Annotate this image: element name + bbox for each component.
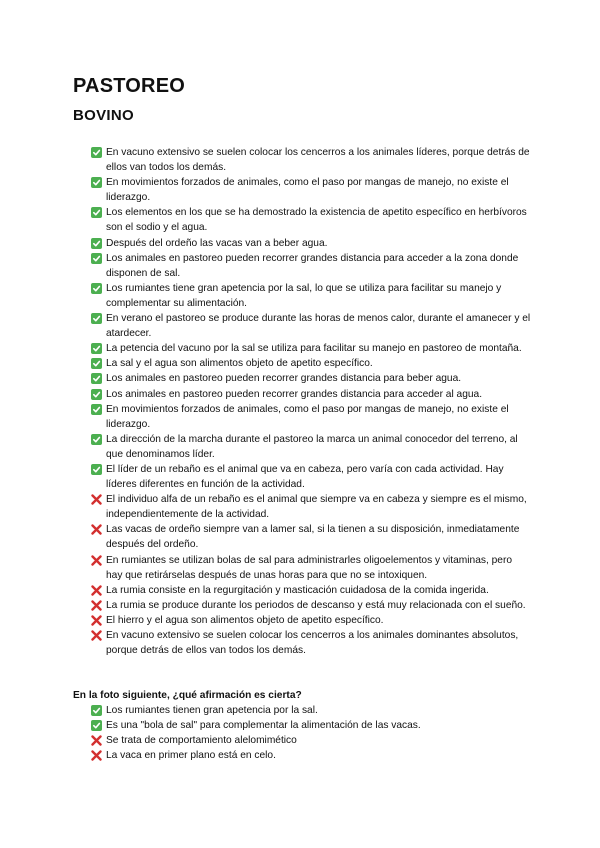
check-mark-icon	[91, 464, 102, 475]
statement-list	[91, 145, 531, 658]
cross-mark-icon	[91, 494, 102, 505]
check-mark-icon	[91, 373, 102, 384]
statement-item	[91, 598, 531, 613]
cross-mark-icon	[91, 524, 102, 535]
statement-item-text: En verano el pastoreo se produce durante las horas de menos calor, durante el amanecer y el atardecer.	[106, 313, 531, 340]
statement-item-text: El líder de un rebaño es el animal que va en cabeza, pero varía con cada actividad. Hay líderes diferentes en función de la actividad.	[106, 463, 504, 491]
statement-item-text: En vacuno extensivo se suelen colocar los cencerros a los animales líderes, porque detrás de ellos van todos los demás.	[106, 147, 530, 174]
answer-item	[91, 718, 531, 733]
answer-item-text: Se trata de comportamiento alelomimético	[106, 735, 297, 747]
check-mark-icon	[91, 253, 102, 264]
statement-item-text: Los animales en pastoreo pueden recorrer grandes distancia para acceder al agua.	[106, 388, 483, 400]
cross-mark-icon	[91, 615, 102, 626]
answer-item-text: Los rumiantes tienen gran apetencia por la sal.	[106, 705, 318, 716]
statement-item-text: En rumiantes se utilizan bolas de sal para administrarles oligoelementos y vitaminas, pero hay que retirárselas después de unas horas para que no se intoxiquen.	[106, 554, 513, 581]
cross-mark-icon	[91, 735, 102, 746]
statement-item	[91, 553, 531, 583]
statement-item	[91, 145, 531, 175]
cross-mark-icon	[91, 555, 102, 566]
answer-item-text: La vaca en primer plano está en celo.	[106, 750, 276, 762]
check-mark-icon	[91, 177, 102, 188]
statement-item-text: Los animales en pastoreo pueden recorrer grandes distancia para beber agua.	[106, 373, 462, 385]
statement-item	[91, 432, 531, 462]
check-mark-icon	[91, 313, 102, 324]
check-mark-icon	[91, 389, 102, 400]
statement-item-text: El hierro y el agua son alimentos objeto de apetito específico.	[106, 614, 384, 626]
statement-item-text: Los rumiantes tiene gran apetencia por la sal, lo que se utiliza para facilitar su manejo y complementar su alimentación.	[106, 282, 502, 309]
statement-item	[91, 522, 531, 552]
statement-item	[91, 205, 531, 235]
cross-mark-icon	[91, 585, 102, 596]
cross-mark-icon	[91, 750, 102, 761]
statement-item	[91, 341, 531, 356]
statement-item-text: La rumia consiste en la regurgitación y masticación cuidadosa de la comida ingerida.	[106, 584, 489, 596]
cross-mark-icon	[91, 630, 102, 641]
check-mark-icon	[91, 283, 102, 294]
answer-item	[91, 748, 531, 763]
statement-item	[91, 371, 531, 386]
check-mark-icon	[91, 358, 102, 369]
check-mark-icon	[91, 404, 102, 415]
section-subtitle: BOVINO	[73, 107, 134, 124]
statement-item-text: La dirección de la marcha durante el pastoreo la marca un animal conocedor del terreno, al que denominamos líder.	[106, 433, 518, 460]
statement-item-text: Después del ordeño las vacas van a beber agua.	[106, 237, 328, 249]
answer-item	[91, 733, 531, 748]
check-mark-icon	[91, 238, 102, 249]
statement-item-text: Los elementos en los que se ha demostrado la existencia de apetito específico en herbívoros son el sodio y el agua.	[106, 207, 527, 234]
check-mark-icon	[91, 720, 102, 731]
statement-item-text: La petencia del vacuno por la sal se utiliza para facilitar su manejo en pastoreo de montaña.	[106, 343, 522, 355]
statement-item-text: En movimientos forzados de animales, como el paso por mangas de manejo, no existe el liderazgo.	[106, 403, 509, 430]
check-mark-icon	[91, 147, 102, 158]
statement-item	[91, 251, 531, 281]
answer-item	[91, 703, 531, 718]
statement-item-text: La rumia se produce durante los periodos de descanso y está muy relacionada con el sueño.	[106, 599, 526, 611]
check-mark-icon	[91, 207, 102, 218]
statement-item	[91, 311, 531, 341]
statement-item	[91, 236, 531, 251]
statement-item	[91, 628, 531, 658]
statement-item	[91, 387, 531, 402]
statement-item-text: La sal y el agua son alimentos objeto de apetito específico.	[106, 358, 373, 370]
check-mark-icon	[91, 434, 102, 445]
question-heading: En la foto siguiente, ¿qué afirmación es cierta?	[73, 690, 302, 701]
statement-item	[91, 356, 531, 371]
statement-item-text: Las vacas de ordeño siempre van a lamer sal, si la tienen a su disposición, inmediatamente después del ordeño.	[106, 524, 520, 551]
statement-item	[91, 613, 531, 628]
check-mark-icon	[91, 343, 102, 354]
statement-item-text: En movimientos forzados de animales, como el paso por mangas de manejo, no existe el liderazgo.	[106, 177, 509, 204]
statement-item-text: El individuo alfa de un rebaño es el animal que siempre va en cabeza y siempre es el mismo, independientemente de la actividad.	[106, 494, 527, 521]
statement-item	[91, 175, 531, 205]
cross-mark-icon	[91, 600, 102, 611]
check-mark-icon	[91, 705, 102, 716]
statement-item	[91, 281, 531, 311]
statement-item-text: Los animales en pastoreo pueden recorrer grandes distancia para acceder a la zona donde disponen de sal.	[106, 252, 519, 279]
statement-item	[91, 583, 531, 598]
statement-item-text: En vacuno extensivo se suelen colocar los cencerros a los animales dominantes absolutos, porque detrás de ellos van todos los demás.	[106, 630, 519, 657]
answer-list	[91, 703, 531, 763]
statement-item	[91, 462, 531, 492]
page-title: PASTOREO	[73, 75, 185, 97]
answer-item-text: Es una "bola de sal" para complementar la alimentación de las vacas.	[106, 720, 421, 732]
statement-item	[91, 492, 531, 522]
statement-item	[91, 402, 531, 432]
